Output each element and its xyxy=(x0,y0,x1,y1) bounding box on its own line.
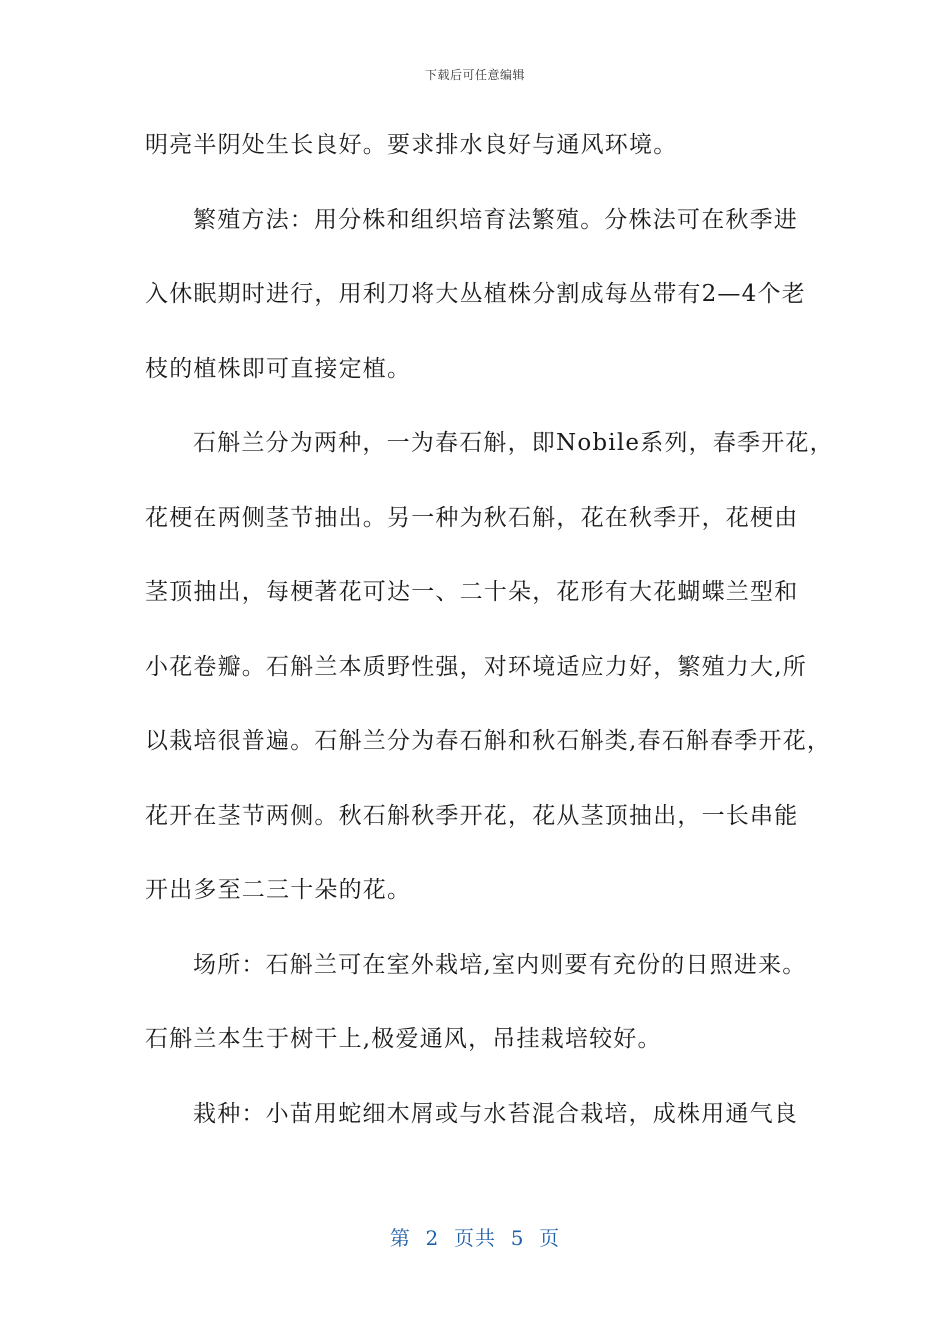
document-body xyxy=(145,118,834,1161)
paragraph-line: 茎顶抽出，每梗著花可达一、二十朵，花形有大花蝴蝶兰型和 xyxy=(145,579,799,605)
page-number-footer: 第 2 页共 5 页 xyxy=(389,1226,561,1250)
paragraph-line: 枝的植株即可直接定植。 xyxy=(145,355,412,382)
header-note: 下载后可任意编辑 xyxy=(424,68,525,82)
paragraph-line: 石斛兰本生于树干上,极爱通风，吊挂栽培较好。 xyxy=(145,1026,662,1052)
paragraph-line: 繁殖方法：用分株和组织培育法繁殖。分株法可在秋季进 xyxy=(193,206,798,233)
paragraph-line: 花开在茎节两侧。秋石斛秋季开花，花从茎顶抽出，一长串能 xyxy=(145,802,799,829)
paragraph-line: 明亮半阴处生长良好。要求排水良好与通风环境。 xyxy=(145,132,678,158)
paragraph-line: 花梗在两侧茎节抽出。另一种为秋石斛，花在秋季开，花梗由 xyxy=(145,504,799,531)
paragraph-line: 入休眠期时进行，用利刀将大丛植株分割成每丛带有2—4个老 xyxy=(145,281,806,307)
paragraph-line: 场所：石斛兰可在室外栽培,室内则要有充份的日照进来。 xyxy=(193,951,807,978)
paragraph-line: 开出多至二三十朵的花。 xyxy=(145,877,412,903)
paragraph-line: 栽种：小苗用蛇细木屑或与水苔混合栽培，成株用通气良 xyxy=(193,1100,798,1127)
paragraph-line: 小花卷瓣。石斛兰本质野性强，对环境适应力好，繁殖力大,所 xyxy=(145,653,807,680)
paragraph-line: 以栽培很普遍。石斛兰分为春石斛和秋石斛类,春石斛春季开花， xyxy=(145,728,832,754)
paragraph-line: 石斛兰分为两种，一为春石斛，即Nobile系列，春季开花， xyxy=(193,430,834,456)
